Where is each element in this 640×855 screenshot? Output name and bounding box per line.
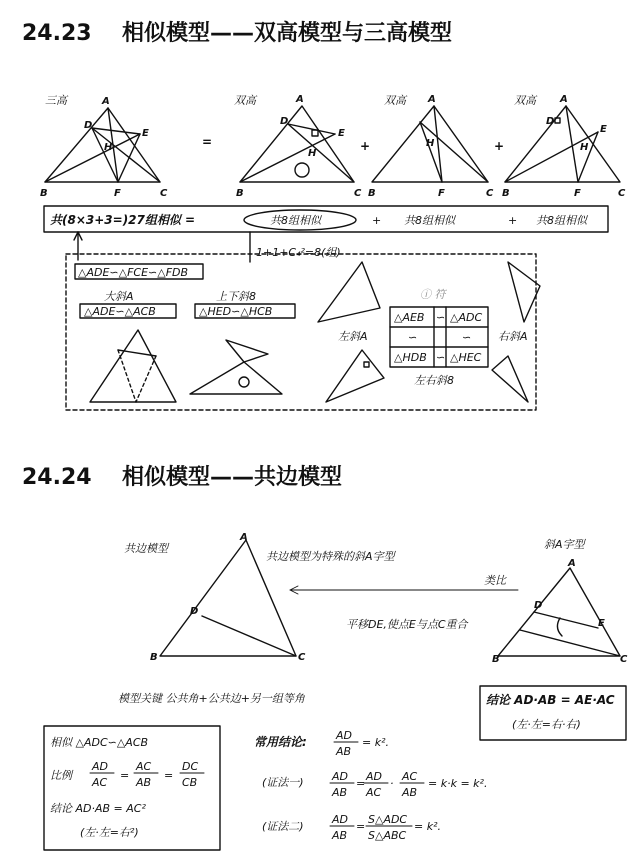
svg-text:AB: AB	[332, 786, 348, 799]
svg-text:=: =	[356, 777, 366, 790]
right-tilt-label: 右斜A	[498, 330, 528, 343]
summary-plus-2: +	[508, 214, 518, 227]
svg-text:AB: AB	[136, 776, 152, 789]
label-B: B	[236, 188, 244, 199]
section2-number: 24.24	[22, 465, 92, 490]
label-B: B	[492, 654, 500, 665]
label-C: C	[618, 188, 626, 199]
svg-text:AD: AD	[332, 813, 348, 826]
svg-text:=: =	[356, 820, 366, 833]
svg-text:AD: AD	[336, 729, 352, 742]
label-E: E	[142, 128, 149, 139]
section1-title: 相似模型——双高模型与三高模型	[122, 21, 453, 46]
label-H: H	[308, 148, 317, 159]
conclusion-ac2-note: (左·左=右²)	[80, 826, 139, 839]
grid-cell: ∽	[408, 331, 418, 344]
label-F: F	[438, 188, 445, 199]
section1-number: 24.23	[22, 21, 92, 46]
svg-text:AD: AD	[92, 760, 108, 773]
grid-cell: △HEC	[450, 351, 482, 364]
label-H: H	[104, 142, 113, 153]
svg-text:DC: DC	[182, 760, 199, 773]
tilt-a-name: 斜A字型	[544, 538, 585, 551]
combination-formula: 1+1+C₄²=8(组)	[256, 246, 341, 259]
grid-cell: ∽	[462, 331, 472, 344]
conclusion-ac2: 结论 AD·AB = AC²	[50, 802, 146, 815]
svg-text:AD: AD	[332, 770, 348, 783]
label-A: A	[560, 94, 568, 105]
label-D: D	[534, 600, 543, 611]
label-B: B	[150, 652, 158, 663]
figure-double-altitude-3	[505, 106, 620, 182]
label-C: C	[486, 188, 494, 199]
svg-text:=: =	[164, 769, 174, 782]
svg-text:AB: AB	[402, 786, 418, 799]
watermark: ⓘ 符	[420, 288, 446, 301]
label-F: F	[574, 188, 581, 199]
fig2-label: 双高	[234, 94, 256, 107]
summary-plus-1: +	[372, 214, 382, 227]
svg-text:AB: AB	[336, 745, 352, 758]
big-a-similarity: △ADE∽△ACB	[84, 305, 156, 318]
updown-similarity: △HED∽△HCB	[199, 305, 273, 318]
op-plus-2: +	[494, 139, 505, 153]
summary-left: 共(8×3+3=)27组相似 =	[50, 213, 196, 227]
svg-text:= k².: = k².	[362, 736, 389, 749]
label-E: E	[338, 128, 345, 139]
svg-text:AC: AC	[136, 760, 152, 773]
translate-note: 平移DE,使点E与点C重合	[346, 618, 468, 631]
label-C: C	[160, 188, 168, 199]
summary-item-2: 共8组相似	[404, 214, 455, 227]
summary-item-1: 共8组相似	[270, 214, 321, 227]
figure-tilted-a	[498, 568, 620, 656]
label-C: C	[298, 652, 306, 663]
grid-cell: ∽	[436, 351, 446, 364]
label-B: B	[368, 188, 376, 199]
label-F: F	[114, 188, 121, 199]
svg-text:AC: AC	[402, 770, 418, 783]
label-D: D	[546, 116, 555, 127]
conclusion-line: 结论 AD·AB = AE·AC	[486, 693, 615, 707]
label-B: B	[40, 188, 48, 199]
op-plus-1: +	[360, 139, 371, 153]
analogy-label: 类比	[484, 574, 506, 587]
op-equals: =	[202, 135, 213, 149]
chain-text: △ADE∽△FCE∽△FDB	[78, 266, 189, 279]
lr-tilt-label: 左右斜8	[414, 374, 454, 387]
label-D: D	[84, 120, 93, 131]
label-A: A	[568, 558, 576, 569]
left-tilt-label: 左斜A	[338, 330, 368, 343]
svg-text:AC: AC	[92, 776, 108, 789]
figure-three-altitudes	[45, 108, 160, 182]
svg-text:S△ADC: S△ADC	[368, 813, 408, 826]
svg-text:AC: AC	[366, 786, 382, 799]
label-B: B	[502, 188, 510, 199]
model-key: 模型关键 公共角+公共边+另一组等角	[118, 692, 305, 705]
label-C: C	[354, 188, 362, 199]
grid-cell: △HDB	[394, 351, 427, 364]
svg-text:·: ·	[390, 777, 394, 790]
fig4-label: 双高	[514, 94, 536, 107]
label-E: E	[600, 124, 607, 135]
label-A: A	[428, 94, 436, 105]
label-A: A	[102, 96, 110, 107]
proof-1-label: (证法一)	[262, 776, 304, 789]
model-note: 共边模型为特殊的斜A字型	[266, 550, 395, 563]
big-a-title: 大斜A	[104, 290, 134, 303]
ratio-label: 比例	[50, 769, 72, 782]
label-A: A	[296, 94, 304, 105]
figure-updown-8	[190, 340, 282, 394]
updown-title: 上下斜8	[216, 290, 256, 303]
grid-cell: △AEB	[394, 311, 425, 324]
label-H: H	[580, 142, 589, 153]
svg-text:CB: CB	[182, 776, 198, 789]
figure-double-altitude-1	[240, 106, 354, 182]
label-H: H	[426, 138, 435, 149]
label-A: A	[240, 532, 248, 543]
label-D: D	[190, 606, 199, 617]
summary-item-3: 共8组相似	[536, 214, 587, 227]
grid-cell: △ADC	[450, 311, 483, 324]
model-name: 共边模型	[124, 542, 168, 555]
proof-2-label: (证法二)	[262, 820, 304, 833]
label-C: C	[620, 654, 628, 665]
grid-cell: ∽	[436, 311, 446, 324]
svg-text:S△ABC: S△ABC	[368, 829, 407, 842]
fig3-label: 双高	[384, 94, 406, 107]
similar-line: 相似 △ADC∽△ACB	[50, 736, 149, 749]
svg-text:AB: AB	[332, 829, 348, 842]
svg-text:= k·k = k².: = k·k = k².	[428, 777, 488, 790]
label-E: E	[598, 618, 605, 629]
common-conclusion: 常用结论:	[254, 735, 307, 749]
svg-text:=: =	[120, 769, 130, 782]
svg-text:AD: AD	[366, 770, 382, 783]
svg-text:= k².: = k².	[414, 820, 441, 833]
section2-title: 相似模型——共边模型	[122, 465, 343, 490]
figure-big-a	[90, 330, 176, 402]
conclusion-note: (左·左=右·右)	[512, 718, 581, 731]
label-D: D	[280, 116, 289, 127]
fig1-label: 三高	[45, 94, 67, 107]
